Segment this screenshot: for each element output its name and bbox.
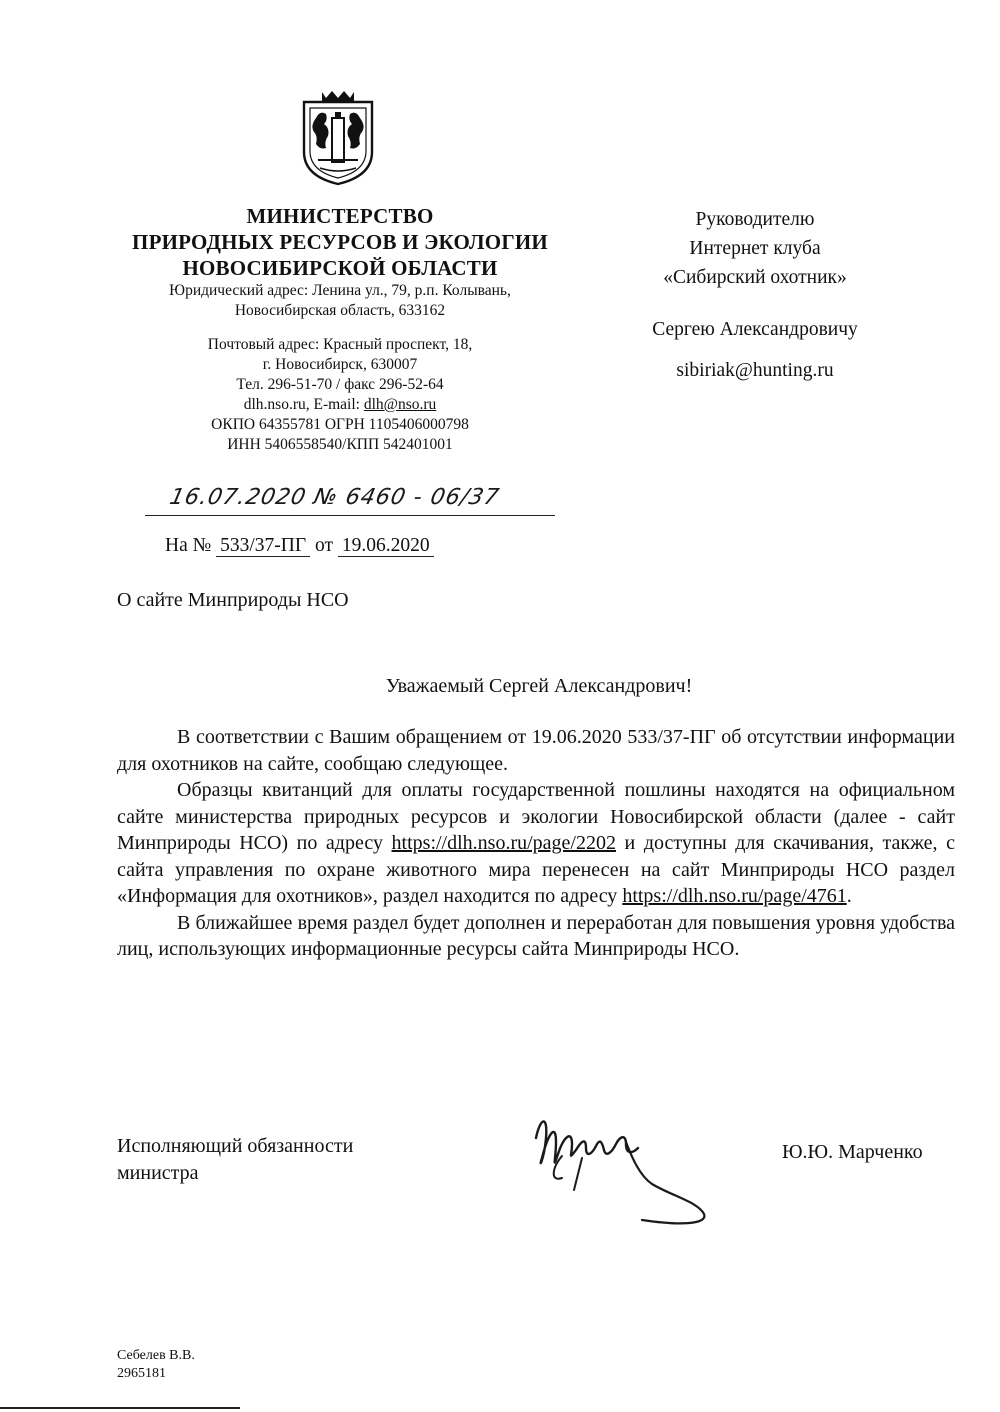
handwritten-signature — [522, 1098, 722, 1238]
incoming-from-label: от — [315, 535, 334, 556]
body-paragraph-3: В ближайшее время раздел будет дополнен и переработан для повышения уровня удобства лиц, использующих информационные ресурсы сайта Минприроды НСО. — [117, 911, 955, 960]
phone-fax: Тел. 296-51-70 / факс 296-52-64 — [236, 376, 444, 393]
signer-name: Ю.Ю. Марченко — [782, 1141, 923, 1163]
outgoing-number-line — [145, 515, 555, 516]
incoming-date: 19.06.2020 — [338, 535, 434, 557]
body-paragraph-2-part-b: и доступны для скачивания, также, с сайта управления по охране животного мира перенесен на сайт Минприроды НСО раздел «Информация для охотников», раздел находится по адресу — [117, 832, 956, 907]
coat-of-arms-emblem — [296, 88, 380, 188]
addressee-name: Сергею Александровичу — [652, 319, 858, 340]
legal-address-line-2: Новосибирская область, 633162 — [234, 302, 446, 319]
addressee-line-2: Интернет клуба — [689, 238, 821, 259]
letter-body — [117, 724, 955, 963]
executor-block — [117, 1347, 195, 1383]
link-page-2202[interactable]: https://dlh.nso.ru/page/2202 — [391, 832, 616, 854]
salutation: Уважаемый Сергей Александрович! — [385, 675, 693, 697]
signer-title-line-1: Исполняющий обязанности — [117, 1135, 354, 1157]
ministry-header — [110, 203, 570, 455]
outgoing-number — [145, 487, 565, 521]
bottom-divider — [0, 1407, 240, 1409]
executor-name: Себелев В.В. — [117, 1348, 195, 1363]
salutation-line — [0, 675, 1000, 698]
signer-title — [117, 1133, 353, 1187]
letter-subject: О сайте Минприроды НСО — [117, 589, 349, 611]
addressee-email: sibiriak@hunting.ru — [676, 360, 834, 381]
addressee-line-3: «Сибирский охотник» — [663, 267, 847, 288]
executor-phone: 2965181 — [117, 1366, 166, 1381]
body-paragraph-2-part-a: Образцы квитанций для оплаты государственной пошлины находятся на официальном сайте министерства природных ресурсов и экологии Новосибирской области (далее - сайт Минприроды НСО) по адресу — [117, 779, 955, 854]
body-paragraph-2-part-c: . — [846, 885, 852, 907]
site-label: dlh.nso.ru, E-mail: — [243, 396, 364, 413]
addressee-block — [600, 205, 910, 385]
ministry-name-line-3: НОВОСИБИРСКОЙ ОБЛАСТИ — [182, 256, 498, 280]
incoming-prefix: На № — [165, 535, 212, 556]
signer-title-line-2: министра — [117, 1162, 199, 1184]
body-paragraph-1: В соответствии с Вашим обращением от 19.06.2020 533/37-ПГ об отсутствии информации для охотников на сайте, сообщаю следующее. — [117, 726, 955, 775]
site-email-line — [110, 395, 570, 415]
incoming-reference — [165, 533, 434, 559]
postal-address-line-2: г. Новосибирск, 630007 — [262, 356, 418, 373]
addressee-line-1: Руководителю — [695, 209, 815, 230]
link-page-4761[interactable]: https://dlh.nso.ru/page/4761 — [622, 885, 847, 907]
inn-kpp: ИНН 5406558540/КПП 542401001 — [227, 436, 453, 453]
ministry-name-line-2: ПРИРОДНЫХ РЕСУРСОВ И ЭКОЛОГИИ — [132, 230, 548, 254]
ministry-name-line-1: МИНИСТЕРСТВО — [246, 204, 434, 228]
body-paragraph-2 — [117, 777, 955, 910]
postal-address-line-1: Почтовый адрес: Красный проспект, 18, — [207, 336, 473, 353]
okpo-ogrn: ОКПО 64355781 ОГРН 1105406000798 — [211, 416, 469, 433]
outgoing-number-handwritten: 16.07.2020 № 6460 - 06/37 — [167, 485, 502, 510]
incoming-number: 533/37-ПГ — [216, 535, 310, 557]
email-link[interactable]: dlh@nso.ru — [363, 396, 437, 413]
legal-address-line-1: Юридический адрес: Ленина ул., 79, р.п. Колывань, — [169, 282, 511, 299]
